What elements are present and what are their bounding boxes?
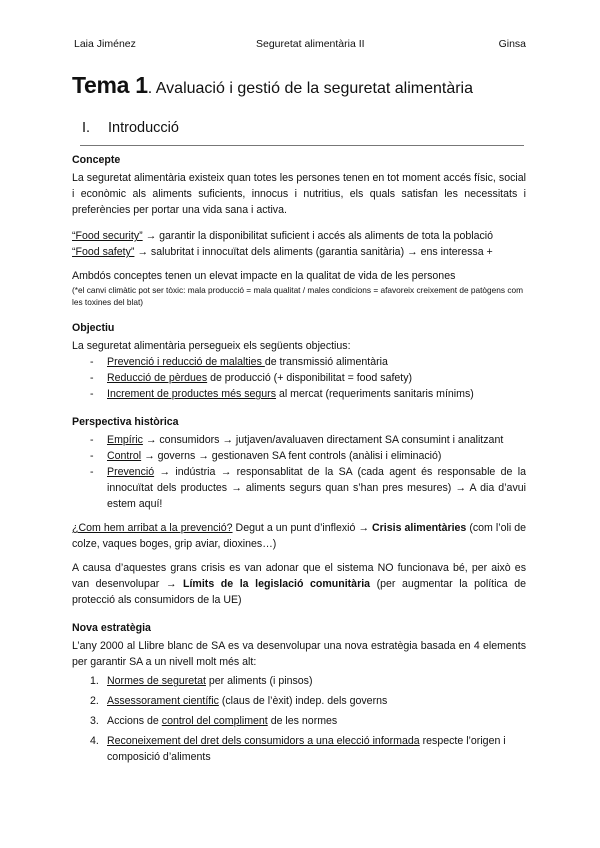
- crisis-text: A causa d’aquestes grans crisis es van adonar que el sistema NO funcionava bé, per això es van desenvolupar →: [72, 562, 526, 590]
- impact-text: Ambdós conceptes tenen un elevat impacte en la qualitat de vida de les persones: [72, 270, 456, 282]
- food-security-line: [72, 228, 526, 244]
- item-text: (claus de l’èxit) indep. dels governs: [218, 695, 388, 707]
- crisis-text-end: (per augmentar la política de protecció als consumidors de la UE): [72, 578, 527, 606]
- list-item: - Prevenció i reducció de malalties de transmissió alimentària: [90, 356, 388, 368]
- item-underlined: Increment de productes més segurs: [107, 388, 276, 400]
- food-safety-line: [72, 244, 526, 260]
- section-heading: [82, 120, 179, 136]
- perspectiva-heading: Perspectiva històrica: [72, 416, 179, 428]
- crisis-bold: Límits de la legislació comunitària: [183, 578, 371, 590]
- item-text: → governs → gestionaven SA fent controls (anàlisi i eliminació): [141, 450, 442, 462]
- item-text: respecte l’origen i composició d’aliments: [107, 735, 506, 763]
- prevention-question: [72, 520, 526, 552]
- item-prefix: Accions de: [107, 715, 162, 727]
- header-course: Seguretat alimentària II: [256, 38, 365, 50]
- item-underlined: Empíric: [107, 434, 143, 446]
- title-dot: .: [147, 80, 153, 97]
- list-item: [72, 693, 526, 709]
- list-item: - Reducció de pèrdues de producció (+ disponibilitat = food safety): [90, 372, 413, 384]
- page-title: [72, 72, 473, 99]
- header-company: Ginsa: [498, 38, 526, 50]
- title-subtitle: Avaluació i gestió de la seguretat alimentària: [152, 80, 474, 97]
- crisis-paragraph: [72, 560, 526, 608]
- food-security-text: → garantir la disponibilitat suficient i accés als aliments de tota la població: [142, 230, 494, 242]
- food-security-term: “Food security”: [72, 230, 143, 242]
- question-text-end: (com l’oli de colze, vaques boges, grip aviar, dioxines…): [72, 522, 527, 550]
- question-underlined: ¿Com hem arribat a la prevenció?: [72, 522, 233, 534]
- question-bold: Crisis alimentàries: [372, 522, 467, 534]
- item-number: 1.: [90, 675, 99, 687]
- item-text: de producció (+ disponibilitat = food safety): [207, 372, 413, 384]
- section-divider: [80, 145, 524, 146]
- item-underlined: Prevenció i reducció de malalties: [107, 356, 265, 368]
- list-item: [72, 713, 526, 729]
- objectiu-heading: Objectiu: [72, 322, 115, 334]
- perspectiva-list: [72, 432, 526, 512]
- climate-note: (*el canvi climàtic pot ser tòxic: mala producció = mala qualitat / males condicions = afavoreix creixement de patògens com les toxines del blat): [72, 285, 524, 307]
- food-safety-text: → salubritat i innocuïtat dels aliments (garantia sanitària) → ens interessa +: [134, 246, 493, 258]
- item-text: al mercat (requeriments sanitaris mínims): [276, 388, 474, 400]
- list-item: [72, 733, 526, 765]
- item-underlined: Reconeixement del dret dels consumidors a una elecció informada: [107, 735, 420, 747]
- item-text: de transmissió alimentària: [264, 356, 388, 368]
- objectiu-list: [72, 354, 526, 402]
- item-underlined: Control: [107, 450, 142, 462]
- food-safety-term: “Food safety”: [72, 246, 135, 258]
- list-item: - Prevenció → indústria → responsablitat de la SA (cada agent és responsable de la innocuïtat dels productes → aliments segurs quan s’han pres mesures) → A dia d’avui estem aquí!: [90, 466, 526, 510]
- header-author: Laia Jiménez: [74, 38, 136, 50]
- title-prefix: Tema 1: [72, 72, 148, 98]
- list-item: - Empíric → consumidors → jutjaven/avaluaven directament SA consumint i analitzant: [90, 434, 504, 446]
- item-underlined: Reducció de pèrdues: [107, 372, 208, 384]
- estrategia-heading: Nova estratègia: [72, 622, 151, 634]
- question-text: Degut a un punt d’inflexió →: [232, 522, 373, 534]
- list-item: [72, 673, 526, 689]
- section-title: Introducció: [108, 120, 179, 136]
- item-number: 4.: [90, 735, 99, 747]
- item-underlined: Normes de seguretat: [107, 675, 206, 687]
- item-underlined: Assessorament científic: [107, 695, 219, 707]
- item-text: per aliments (i pinsos): [205, 675, 313, 687]
- list-item: - Control → governs → gestionaven SA fent controls (anàlisi i eliminació): [90, 450, 442, 462]
- objectiu-intro: La seguretat alimentària persegueix els següents objectius:: [72, 340, 351, 352]
- item-text: → indústria → responsablitat de la SA (cada agent és responsable de la innocuïtat dels productes → aliments segurs quan s’han pres mesures) → A dia d’avui estem aquí!: [107, 466, 526, 510]
- estrategia-intro: L’any 2000 al Llibre blanc de SA es va desenvolupar una nova estratègia basada en 4 elements per garantir SA a un nivell molt més alt:: [72, 640, 526, 668]
- concepte-paragraph: La seguretat alimentària existeix quan totes les persones tenen en tot moment accés físic, social i econòmic als aliments suficients, innocus i nutritius, els quals satisfan les necessitats i preferències per portar una vida sana i activa.: [72, 172, 526, 216]
- item-text: de les normes: [267, 715, 338, 727]
- item-underlined: Prevenció: [107, 466, 155, 478]
- item-number: 3.: [90, 715, 99, 727]
- estrategia-list: [72, 673, 526, 765]
- item-text: → consumidors → jutjaven/avaluaven directament SA consumint i analitzant: [142, 434, 504, 446]
- item-number: 2.: [90, 695, 99, 707]
- page-header: [74, 38, 526, 52]
- document-body: [72, 152, 526, 769]
- section-number: I.: [82, 120, 91, 136]
- list-item: - Increment de productes més segurs al mercat (requeriments sanitaris mínims): [90, 388, 474, 400]
- concepte-heading: Concepte: [72, 154, 121, 166]
- item-underlined: control del compliment: [161, 715, 268, 727]
